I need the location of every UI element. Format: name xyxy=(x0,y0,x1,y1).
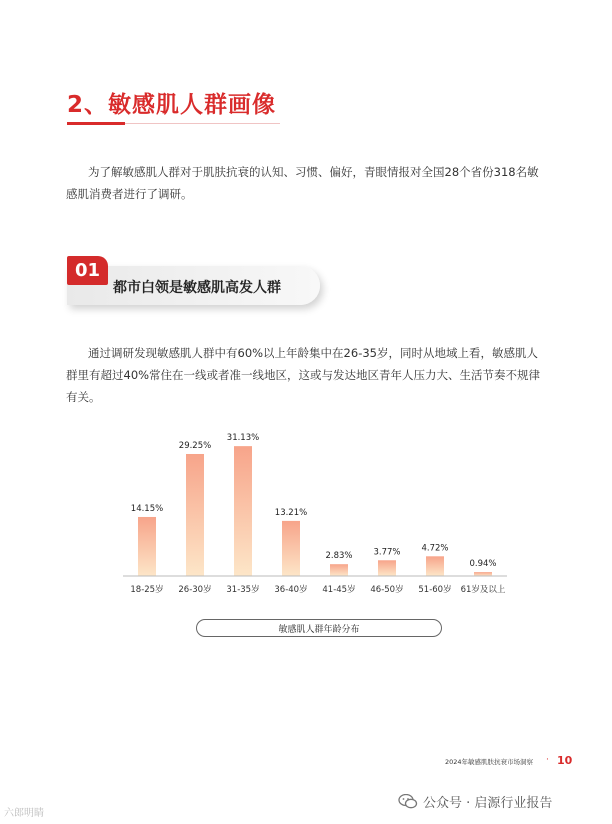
bar-51-60岁 xyxy=(426,556,444,576)
bar-36-40岁 xyxy=(282,521,300,576)
value-label: 0.94% xyxy=(469,559,497,570)
chart-title-box xyxy=(196,619,442,637)
value-label: 29.25% xyxy=(178,440,212,451)
category-label: 31-35岁 xyxy=(226,585,260,595)
intro-paragraph: 为了解敏感肌人群对于肌肤抗衰的认知、习惯、偏好，青眼情报对全国28个省份318名敏感肌消费者进行了调研。 xyxy=(66,165,539,201)
value-label: 4.72% xyxy=(421,543,449,554)
bar-46-50岁 xyxy=(378,560,396,576)
category-label: 51-60岁 xyxy=(418,585,452,595)
footer-separator: · xyxy=(546,755,549,765)
chart-title: 敏感肌人群年龄分布 xyxy=(278,624,360,635)
title-divider-accent xyxy=(67,122,125,125)
value-label: 13.21% xyxy=(274,507,308,518)
category-label: 26-30岁 xyxy=(178,585,212,595)
watermark-right xyxy=(398,792,552,811)
wechat-icon xyxy=(398,794,418,809)
bar-41-45岁 xyxy=(330,564,348,576)
value-label: 3.77% xyxy=(373,547,401,558)
section-title: 2、敏感肌人群画像 xyxy=(67,92,277,118)
value-label: 14.15% xyxy=(130,503,164,514)
bar-26-30岁 xyxy=(186,454,204,576)
value-label: 31.13% xyxy=(226,433,260,444)
watermark-left: 六郎明睛 xyxy=(4,808,44,819)
value-label: 2.83% xyxy=(325,551,353,562)
age-distribution-chart xyxy=(115,410,515,610)
category-label: 61岁及以上 xyxy=(460,585,506,595)
watermark-right-text: 公众号 · 启源行业报告 xyxy=(423,796,553,811)
category-label: 36-40岁 xyxy=(274,585,308,595)
footer-report-name: 2024年敏感肌肤抗衰市场洞察 xyxy=(445,758,534,766)
bar-61岁及以上 xyxy=(474,572,492,576)
page-number: 10 xyxy=(557,754,573,767)
body-paragraph: 通过调研发现敏感肌人群中有60%以上年龄集中在26-35岁，同时从地域上看，敏感肌人群里有超过40%常住在一线或者准一线地区，这或与发达地区青年人压力大、生活节奏不规律有关。 xyxy=(66,346,541,404)
category-label: 46-50岁 xyxy=(370,585,404,595)
bar-18-25岁 xyxy=(138,517,156,576)
category-label: 41-45岁 xyxy=(322,585,356,595)
subsection-number-badge: 01 xyxy=(67,256,108,285)
subsection-title: 都市白领是敏感肌高发人群 xyxy=(113,280,281,296)
bar-31-35岁 xyxy=(234,446,252,576)
category-label: 18-25岁 xyxy=(130,585,164,595)
